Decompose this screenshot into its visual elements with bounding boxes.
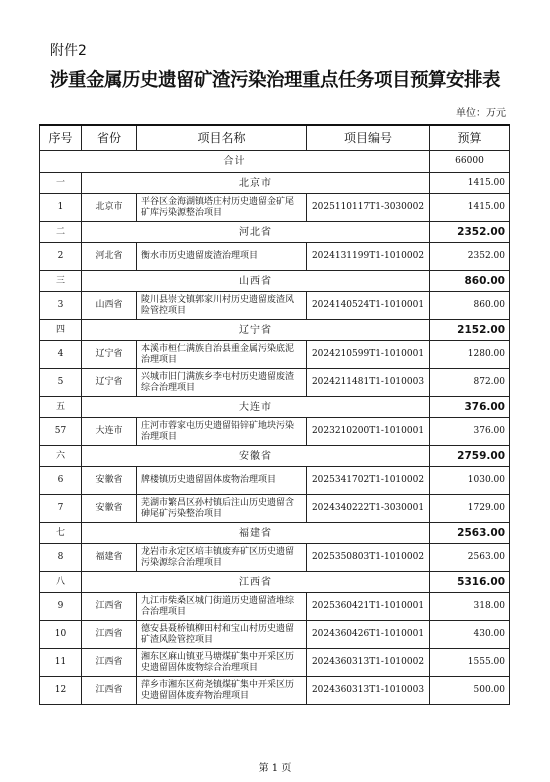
header-budget: 预算: [430, 125, 510, 151]
province-row: [40, 320, 510, 341]
attachment-label: 附件2: [50, 43, 87, 59]
province-amount: 1415.00: [430, 173, 510, 194]
item-amount: 500.00: [430, 677, 510, 705]
item-province: 安徽省: [82, 495, 137, 523]
item-seq: 11: [40, 649, 82, 677]
item-province: 福建省: [82, 544, 137, 572]
province-row: [40, 397, 510, 418]
table-row: [40, 544, 510, 572]
item-province: 大连市: [82, 418, 137, 446]
table-row: [40, 467, 510, 495]
item-project-code: 2025360421T1-1010001: [307, 593, 430, 621]
item-seq: 1: [40, 194, 82, 222]
province-row: [40, 173, 510, 194]
province-name: 安徽省: [82, 446, 430, 467]
item-project-code: 2025110117T1-3030002: [307, 194, 430, 222]
item-project-name: 萍乡市湘东区荷尧镇煤矿集中开采区历史遗留固体废弃物治理项目: [137, 677, 307, 705]
province-row: [40, 222, 510, 243]
item-seq: 12: [40, 677, 82, 705]
item-project-code: 2024340222T1-3030001: [307, 495, 430, 523]
item-amount: 1415.00: [430, 194, 510, 222]
item-province: 北京市: [82, 194, 137, 222]
item-seq: 57: [40, 418, 82, 446]
table-row: [40, 418, 510, 446]
item-province: 河北省: [82, 243, 137, 271]
province-seq: 三: [40, 271, 82, 292]
item-project-name: 龙岩市永定区培丰镇废弃矿区历史遗留污染源综合治理项目: [137, 544, 307, 572]
province-name: 大连市: [82, 397, 430, 418]
province-name: 山西省: [82, 271, 430, 292]
item-project-code: 2024360313T1-1010002: [307, 649, 430, 677]
item-project-name: 陵川县崇文镇郭家川村历史遗留废渣风险管控项目: [137, 292, 307, 320]
item-amount: 1030.00: [430, 467, 510, 495]
item-province: 山西省: [82, 292, 137, 320]
province-name: 江西省: [82, 572, 430, 593]
item-project-name: 牌楼镇历史遗留固体废物治理项目: [137, 467, 307, 495]
item-amount: 2352.00: [430, 243, 510, 271]
item-seq: 6: [40, 467, 82, 495]
item-amount: 430.00: [430, 621, 510, 649]
province-row: [40, 523, 510, 544]
table-row: [40, 292, 510, 320]
item-project-code: 2025350803T1-1010002: [307, 544, 430, 572]
province-name: 北京市: [82, 173, 430, 194]
province-seq: 七: [40, 523, 82, 544]
page-title: 涉重金属历史遗留矿渣污染治理重点任务项目预算安排表: [49, 70, 500, 91]
item-amount: 1729.00: [430, 495, 510, 523]
province-row: [40, 271, 510, 292]
item-province: 辽宁省: [82, 341, 137, 369]
province-seq: 二: [40, 222, 82, 243]
item-amount: 872.00: [430, 369, 510, 397]
table-row: [40, 495, 510, 523]
province-seq: 五: [40, 397, 82, 418]
item-project-code: 2024140524T1-1010001: [307, 292, 430, 320]
province-row: [40, 572, 510, 593]
province-name: 辽宁省: [82, 320, 430, 341]
item-seq: 7: [40, 495, 82, 523]
item-project-code: 2025341702T1-1010002: [307, 467, 430, 495]
province-seq: 四: [40, 320, 82, 341]
province-amount: 2352.00: [430, 222, 510, 243]
item-seq: 5: [40, 369, 82, 397]
province-amount: 376.00: [430, 397, 510, 418]
table-row: [40, 369, 510, 397]
item-project-name: 庄河市蓉家屯历史遗留铅锌矿地块污染治理项目: [137, 418, 307, 446]
table-row: [40, 593, 510, 621]
item-seq: 10: [40, 621, 82, 649]
table-row: [40, 649, 510, 677]
table-row: [40, 243, 510, 271]
header-province: 省份: [82, 125, 137, 151]
unit-label: 单位：万元: [456, 108, 506, 119]
item-project-name: 兴城市旧门满族乡李屯村历史遗留废渣综合治理项目: [137, 369, 307, 397]
header-seq: 序号: [40, 125, 82, 151]
table-row: [40, 621, 510, 649]
province-seq: 八: [40, 572, 82, 593]
item-seq: 4: [40, 341, 82, 369]
province-amount: 2563.00: [430, 523, 510, 544]
item-province: 辽宁省: [82, 369, 137, 397]
item-amount: 1555.00: [430, 649, 510, 677]
budget-table: [39, 124, 510, 705]
item-province: 江西省: [82, 593, 137, 621]
province-amount: 2152.00: [430, 320, 510, 341]
item-project-code: 2024210599T1-1010001: [307, 341, 430, 369]
province-row: [40, 446, 510, 467]
item-seq: 2: [40, 243, 82, 271]
item-amount: 2563.00: [430, 544, 510, 572]
province-amount: 860.00: [430, 271, 510, 292]
item-project-code: 2024360426T1-1010001: [307, 621, 430, 649]
header-project-code: 项目编号: [307, 125, 430, 151]
item-amount: 1280.00: [430, 341, 510, 369]
table-row: [40, 677, 510, 705]
item-project-name: 衡水市历史遗留废渣治理项目: [137, 243, 307, 271]
item-amount: 376.00: [430, 418, 510, 446]
item-province: 江西省: [82, 621, 137, 649]
header-project-name: 项目名称: [137, 125, 307, 151]
item-province: 江西省: [82, 677, 137, 705]
table-header-row: [40, 125, 510, 151]
page-number: 第 1 页: [258, 763, 292, 774]
item-seq: 8: [40, 544, 82, 572]
item-project-code: 2024131199T1-1010002: [307, 243, 430, 271]
total-label: 合计: [40, 151, 430, 173]
table-row: [40, 341, 510, 369]
item-project-name: 湘东区麻山镇亚马塘煤矿集中开采区历史遗留固体废物综合治理项目: [137, 649, 307, 677]
item-amount: 318.00: [430, 593, 510, 621]
item-province: 江西省: [82, 649, 137, 677]
item-seq: 3: [40, 292, 82, 320]
total-amount: 66000: [430, 151, 510, 173]
item-project-name: 九江市柴桑区城门街道历史遗留渣堆综合治理项目: [137, 593, 307, 621]
item-project-name: 芜湖市繁昌区孙村镇后注山历史遗留含砷尾矿污染整治项目: [137, 495, 307, 523]
item-project-code: 2024211481T1-1010003: [307, 369, 430, 397]
item-project-code: 2024360313T1-1010003: [307, 677, 430, 705]
total-row: [40, 151, 510, 173]
item-amount: 860.00: [430, 292, 510, 320]
province-name: 福建省: [82, 523, 430, 544]
province-name: 河北省: [82, 222, 430, 243]
province-seq: 六: [40, 446, 82, 467]
province-amount: 2759.00: [430, 446, 510, 467]
item-project-name: 本溪市桓仁满族自治县重金属污染底泥治理项目: [137, 341, 307, 369]
item-project-code: 2023210200T1-1010001: [307, 418, 430, 446]
item-province: 安徽省: [82, 467, 137, 495]
item-project-name: 平谷区金海湖镇塔庄村历史遗留金矿尾矿库污染源整治项目: [137, 194, 307, 222]
table-row: [40, 194, 510, 222]
item-seq: 9: [40, 593, 82, 621]
province-seq: 一: [40, 173, 82, 194]
item-project-name: 德安县聂桥镇柳田村和宝山村历史遗留矿渣风险管控项目: [137, 621, 307, 649]
province-amount: 5316.00: [430, 572, 510, 593]
